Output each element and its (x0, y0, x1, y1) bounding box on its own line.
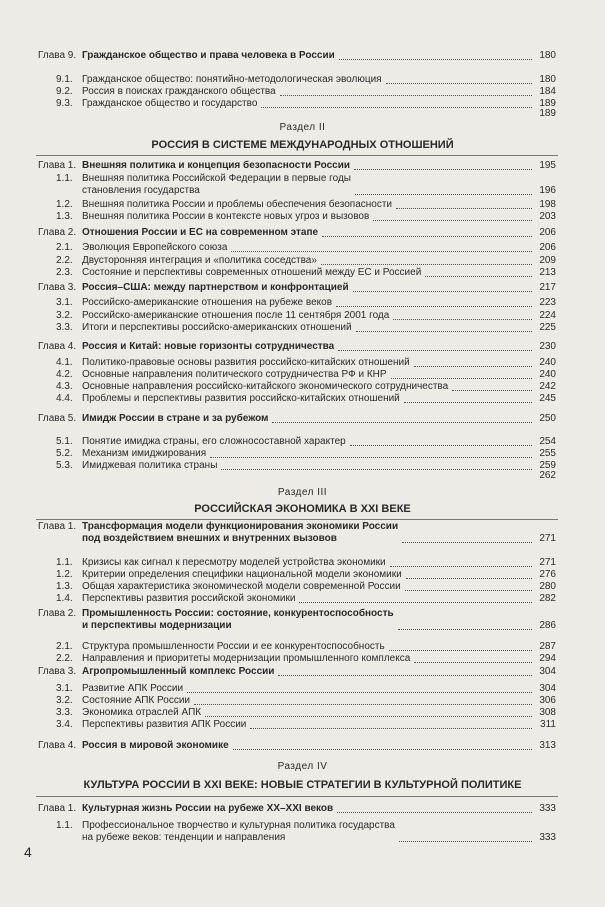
leader-dots (272, 422, 532, 423)
page-ref: 311 (540, 719, 556, 730)
toc-chapter[interactable] (38, 341, 556, 353)
toc-subsection[interactable] (56, 381, 556, 393)
subsection-title: Перспективы развития российской экономики (82, 593, 296, 604)
subsection-title: Перспективы развития АПК России (82, 719, 247, 730)
subsection-title: Российско-американские отношения на рубеже веков (82, 297, 332, 308)
page-ref: 306 (539, 695, 556, 706)
toc-subsection[interactable] (56, 581, 556, 593)
subsection-title: Итоги и перспективы российско-американских отношений (82, 322, 352, 333)
subsection-number: 4.3. (56, 381, 73, 392)
subsection-title (82, 173, 351, 197)
leader-dots (414, 662, 532, 663)
page-ref: 304 (539, 666, 556, 677)
subsection-number: 3.3. (56, 707, 73, 718)
toc-chapter[interactable] (38, 160, 556, 172)
chapter-title: Агропромышленный комплекс России (82, 666, 275, 677)
subsection-title-line: на рубеже веков: тенденции и направления (82, 832, 286, 843)
subsection-number: 3.2. (56, 695, 73, 706)
subsection-number: 4.1. (56, 357, 73, 368)
subsection-number: 9.2. (56, 86, 73, 97)
chapter-title-line: Трансформация модели функционирования экономики России (82, 521, 399, 532)
subsection-number: 9.3. (56, 98, 73, 109)
chapter-title: Гражданское общество и права человека в России (82, 50, 335, 61)
subsection-number: 5.1. (56, 436, 73, 447)
subsection-title-line: Профессиональное творчество и культурная политика государства (82, 820, 395, 831)
toc-subsection[interactable] (56, 569, 556, 581)
page-ref: 213 (539, 267, 556, 278)
subsection-title: Общая характеристика экономической модели современной России (82, 581, 401, 592)
leader-dots (390, 566, 532, 567)
toc-subsection[interactable] (56, 683, 556, 695)
leader-dots (336, 306, 532, 307)
leader-dots (386, 83, 532, 84)
page-ref: 280 (539, 581, 556, 592)
page-ref: 240 (539, 369, 556, 380)
subsection-title (82, 820, 395, 844)
page-ref: 180 (539, 50, 556, 61)
chapter-title: Отношения России и ЕС на современном этапе (82, 227, 319, 238)
subsection-title: Кризисы как сигнал к пересмотру моделей устройства экономики (82, 557, 386, 568)
subsection-number: 1.2. (56, 199, 73, 210)
subsection-title: Экономика отраслей АПК (82, 707, 202, 718)
subsection-title: Россия в поисках гражданского общества (82, 86, 276, 97)
toc-subsection[interactable] (56, 322, 556, 334)
page-ref: 217 (539, 282, 556, 293)
divider (36, 796, 558, 797)
leader-dots (299, 602, 532, 603)
page-ref: 255 (539, 448, 556, 459)
leader-dots (355, 194, 532, 195)
page-ref: 250 (539, 413, 556, 424)
leader-dots (350, 445, 532, 446)
subsection-number: 2.1. (56, 641, 73, 652)
subsection-number: 4.2. (56, 369, 73, 380)
chapter-title-line: под воздействием внешних и внутренних вызовов (82, 533, 337, 544)
subsection-number: 1.4. (56, 593, 73, 604)
page-ref: 271 (539, 557, 556, 568)
chapter-label: Глава 4. (38, 740, 77, 751)
chapter-label: Глава 2. (38, 608, 77, 619)
chapter-title: Россия в мировой экономике (82, 740, 229, 751)
subsection-title: Направления и приоритеты модернизации промышленного комплекса (82, 653, 411, 664)
toc-chapter[interactable] (38, 413, 556, 425)
subsection-title: Проблемы и перспективы развития российско-китайских отношений (82, 393, 400, 404)
leader-dots (337, 812, 532, 813)
subsection-number: 9.1. (56, 74, 73, 85)
leader-dots (233, 749, 532, 750)
leader-dots (353, 291, 532, 292)
subsection-title: Внешняя политика России в контексте новых угроз и вызовов (82, 211, 370, 222)
chapter-title: Внешняя политика и концепция безопасности России (82, 160, 350, 171)
section-title: РОССИЙСКАЯ ЭКОНОМИКА В XXI ВЕКЕ (194, 503, 411, 515)
toc-subsection[interactable] (56, 310, 556, 322)
subsection-title: Критерии определения специфики национальной модели экономики (82, 569, 402, 580)
page-ref: 224 (539, 310, 556, 321)
leader-dots (356, 331, 532, 332)
page-ref: 276 (539, 569, 556, 580)
chapter-label: Глава 3. (38, 666, 77, 677)
leader-dots (452, 390, 532, 391)
page-ref: 223 (539, 297, 556, 308)
leader-dots (280, 95, 532, 96)
subsection-title: Гражданское общество и государство (82, 98, 258, 109)
page-ref: 271 (539, 533, 556, 544)
section-label: Раздел II (279, 122, 326, 133)
page-ref: 203 (539, 211, 556, 222)
toc-subsection[interactable] (56, 267, 556, 279)
page-ref: 308 (539, 707, 556, 718)
toc-subsection[interactable] (56, 255, 556, 267)
chapter-title (82, 521, 398, 545)
subsection-title: Имиджевая политика страны (82, 460, 218, 471)
leader-dots (391, 378, 532, 379)
subsection-number: 5.3. (56, 460, 73, 471)
toc-chapter[interactable] (38, 227, 556, 239)
subsection-number: 2.2. (56, 255, 73, 266)
leader-dots (425, 276, 532, 277)
page-number: 4 (24, 844, 32, 860)
chapter-title: Культурная жизнь России на рубеже XX–XXI веков (82, 803, 334, 814)
leader-dots (414, 366, 532, 367)
leader-dots (405, 590, 532, 591)
subsection-title: Внешняя политика России и проблемы обеспечения безопасности (82, 199, 393, 210)
subsection-number: 2.1. (56, 242, 73, 253)
leader-dots (398, 629, 532, 630)
toc-subsection[interactable] (56, 719, 556, 731)
subsection-title-line: становления государства (82, 185, 200, 196)
page-ref: 242 (539, 381, 556, 392)
subsection-title: Состояние и перспективы современных отношений между ЕС и Россией (82, 267, 422, 278)
page-ref: 294 (539, 653, 556, 664)
subsection-number: 4.4. (56, 393, 73, 404)
toc-chapter[interactable] (38, 740, 556, 752)
subsection-number: 3.1. (56, 683, 73, 694)
toc-subsection[interactable] (56, 74, 556, 86)
page-ref: 333 (539, 803, 556, 814)
toc-chapter[interactable] (38, 282, 556, 294)
leader-dots (231, 251, 532, 252)
toc-subsection[interactable] (56, 173, 556, 197)
section-label: Раздел IV (277, 761, 328, 772)
page-ref: 189 (539, 98, 556, 109)
subsection-number: 3.3. (56, 322, 73, 333)
chapter-title (82, 608, 394, 632)
toc-subsection[interactable] (56, 357, 556, 369)
page-ref: 245 (539, 393, 556, 404)
chapter-label: Глава 1. (38, 803, 77, 814)
leader-dots (250, 728, 532, 729)
subsection-number: 2.3. (56, 267, 73, 278)
leader-dots (354, 169, 532, 170)
toc-subsection[interactable] (56, 820, 556, 844)
toc-subsection[interactable] (56, 695, 556, 707)
chapter-title-line: Промышленность России: состояние, конкурентоспособность (82, 608, 394, 619)
toc-subsection[interactable] (56, 436, 556, 448)
page-ref: 282 (539, 593, 556, 604)
divider (36, 155, 558, 156)
toc-subsection[interactable] (56, 593, 556, 605)
toc-page-tail (420, 470, 556, 482)
subsection-title: Основные направления российско-китайского экономического сотрудничества (82, 381, 449, 392)
page-ref: 206 (539, 227, 556, 238)
page-ref: 287 (539, 641, 556, 652)
chapter-label: Глава 5. (38, 413, 77, 424)
toc-subsection[interactable] (56, 369, 556, 381)
section-title: РОССИЯ В СИСТЕМЕ МЕЖДУНАРОДНЫХ ОТНОШЕНИЙ (151, 139, 454, 151)
page-ref: 184 (539, 86, 556, 97)
leader-dots (406, 578, 532, 579)
toc-subsection[interactable] (56, 199, 556, 211)
toc-chapter[interactable] (38, 50, 556, 62)
subsection-number: 1.1. (56, 557, 73, 568)
chapter-label: Глава 1. (38, 521, 77, 532)
toc-subsection[interactable] (56, 242, 556, 254)
subsection-number: 1.2. (56, 569, 73, 580)
leader-dots (399, 841, 532, 842)
leader-dots (194, 704, 532, 705)
toc-chapter[interactable] (38, 803, 556, 815)
toc-subsection[interactable] (56, 707, 556, 719)
subsection-number: 3.1. (56, 297, 73, 308)
subsection-number: 1.3. (56, 581, 73, 592)
chapter-label: Глава 1. (38, 160, 77, 171)
subsection-title: Политико-правовые основы развития российско-китайских отношений (82, 357, 410, 368)
subsection-number: 3.4. (56, 719, 73, 730)
page-ref: 206 (539, 242, 556, 253)
subsection-title: Основные направления политического сотрудничества РФ и КНР (82, 369, 387, 380)
page-ref: 180 (539, 74, 556, 85)
toc-chapter[interactable] (38, 666, 556, 678)
page-ref: 259 (539, 460, 556, 471)
toc-subsection[interactable] (56, 211, 556, 223)
leader-dots (210, 457, 532, 458)
toc-subsection[interactable] (56, 557, 556, 569)
chapter-title: Россия и Китай: новые горизонты сотрудничества (82, 341, 335, 352)
toc-subsection[interactable] (56, 393, 556, 405)
leader-dots (393, 319, 532, 320)
chapter-title-line: и перспективы модернизации (82, 620, 232, 631)
divider (36, 519, 558, 520)
chapter-label: Глава 9. (38, 50, 77, 61)
subsection-number: 3.2. (56, 310, 73, 321)
toc-subsection[interactable] (56, 448, 556, 460)
subsection-number: 1.3. (56, 211, 73, 222)
subsection-title: Структура промышленности России и ее конкурентоспособность (82, 641, 385, 652)
chapter-label: Глава 2. (38, 227, 77, 238)
leader-dots (373, 220, 532, 221)
subsection-number: 2.2. (56, 653, 73, 664)
leader-dots (338, 350, 532, 351)
leader-dots (205, 716, 532, 717)
chapter-title: Имидж России в стране и за рубежом (82, 413, 269, 424)
toc-subsection[interactable] (56, 86, 556, 98)
subsection-title: Механизм имиджирования (82, 448, 207, 459)
leader-dots (389, 650, 532, 651)
subsection-number: 5.2. (56, 448, 73, 459)
subsection-title: Двусторонняя интеграция и «политика соседства» (82, 255, 317, 266)
leader-dots (322, 236, 532, 237)
chapter-title: Россия–США: между партнерством и конфронтацией (82, 282, 349, 293)
subsection-title: Эволюция Европейского союза (82, 242, 228, 253)
subsection-title: Состояние АПК России (82, 695, 190, 706)
leader-dots (404, 402, 532, 403)
page-ref: 195 (539, 160, 556, 171)
leader-dots (321, 264, 532, 265)
subsection-number: 1.1. (56, 173, 73, 184)
leader-dots (187, 692, 532, 693)
toc-subsection[interactable] (56, 653, 556, 665)
subsection-number: 1.1. (56, 820, 73, 831)
leader-dots (278, 675, 532, 676)
page-ref: 198 (539, 199, 556, 210)
toc-subsection[interactable] (56, 297, 556, 309)
toc-page-tail (420, 108, 556, 120)
leader-dots (396, 208, 532, 209)
page-ref: 230 (539, 341, 556, 352)
page-ref: 240 (539, 357, 556, 368)
toc-subsection[interactable] (56, 641, 556, 653)
subsection-title: Понятие имиджа страны, его сложносоставной характер (82, 436, 346, 447)
toc-chapter[interactable] (38, 608, 556, 632)
page-ref: 189 (539, 108, 556, 119)
subsection-title: Российско-американские отношения после 11 сентября 2001 года (82, 310, 390, 321)
page-ref: 262 (539, 470, 556, 481)
page-ref: 304 (539, 683, 556, 694)
chapter-label: Глава 4. (38, 341, 77, 352)
leader-dots (402, 542, 532, 543)
section-label: Раздел III (277, 487, 328, 498)
page-ref: 225 (539, 322, 556, 333)
section-title: КУЛЬТУРА РОССИИ В XXI ВЕКЕ: НОВЫЕ СТРАТЕГИИ В КУЛЬТУРНОЙ ПОЛИТИКЕ (83, 779, 522, 791)
page-ref: 286 (539, 620, 556, 631)
toc-chapter[interactable] (38, 521, 556, 545)
page-ref: 333 (539, 832, 556, 843)
leader-dots (339, 59, 532, 60)
subsection-title: Развитие АПК России (82, 683, 184, 694)
subsection-title: Гражданское общество: понятийно-методологическая эволюция (82, 74, 382, 85)
chapter-label: Глава 3. (38, 282, 77, 293)
page-ref: 209 (539, 255, 556, 266)
page-ref: 196 (539, 185, 556, 196)
page-ref: 254 (539, 436, 556, 447)
page-ref: 313 (539, 740, 556, 751)
subsection-title-line: Внешняя политика Российской Федерации в первые годы (82, 173, 351, 184)
